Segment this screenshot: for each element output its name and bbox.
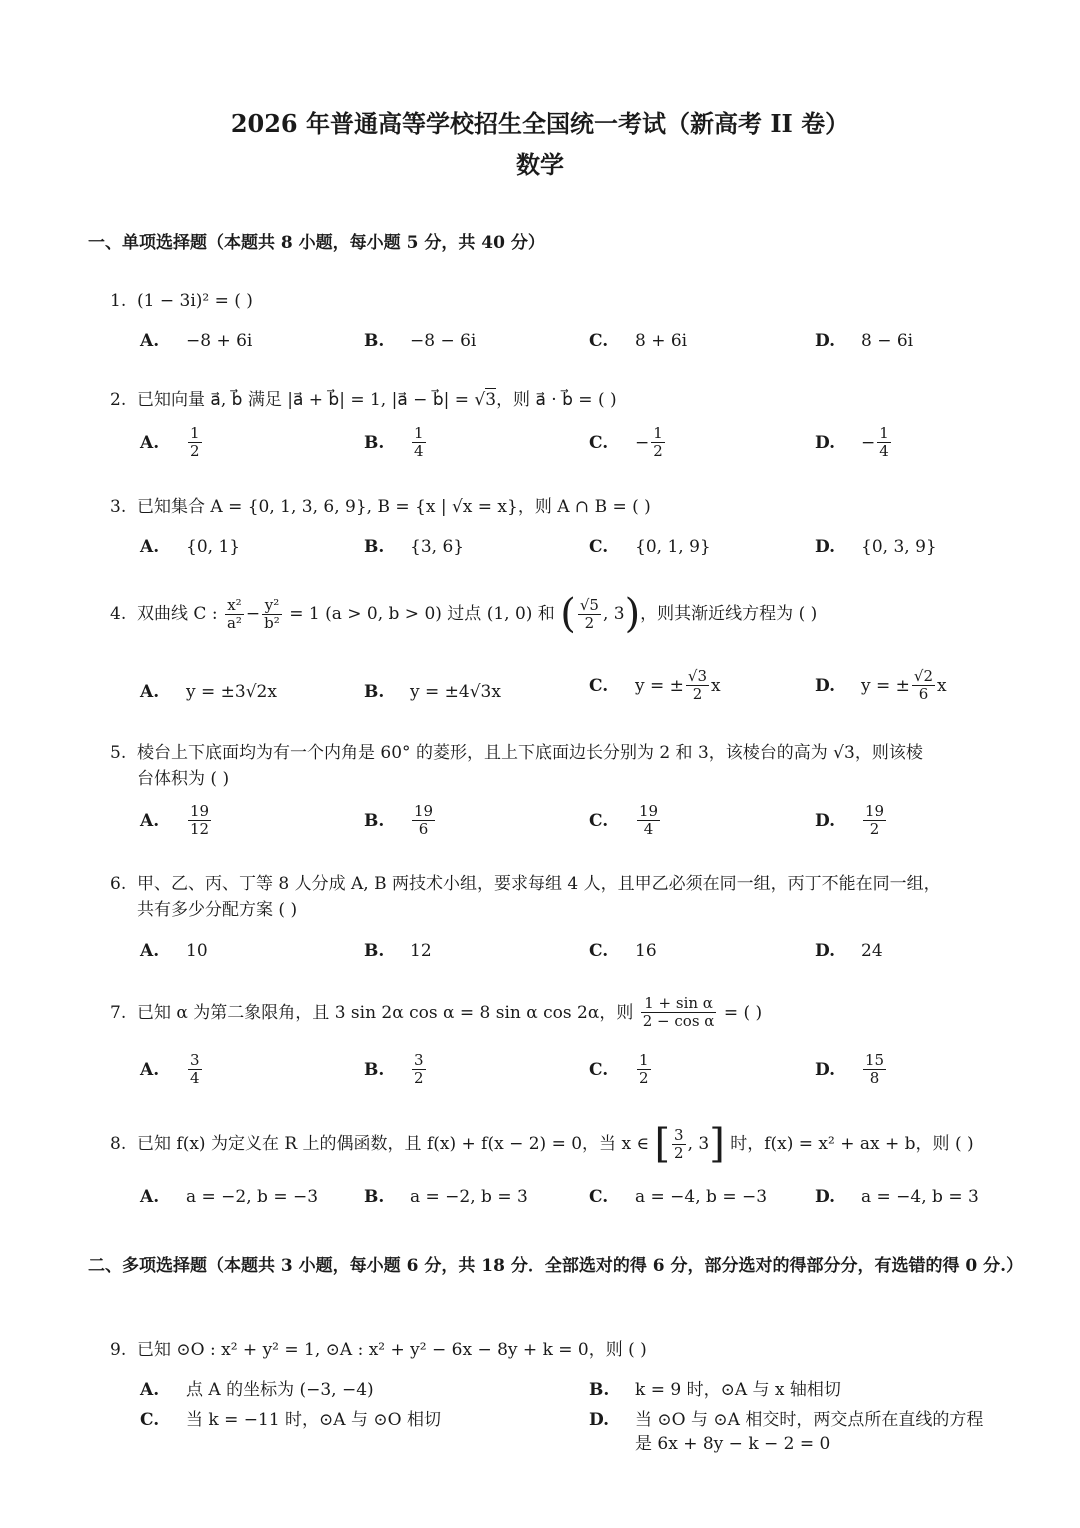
question-2: 2. 已知向量 a⃗, b⃗ 满足 |a⃗ + b⃗| = 1, |a⃗ − b⃗| = √3，则 a⃗ · b⃗ = ( ): [110, 387, 1025, 413]
option-label: B.: [589, 1380, 610, 1400]
numerator: 1: [879, 424, 889, 442]
subject-title: 数学: [516, 150, 564, 179]
numerator: √5: [579, 595, 599, 614]
option-label: A.: [140, 1187, 160, 1207]
question-stem: 已知集合 A = {0, 1, 3, 6, 9}, B = {x | √x = x}，则 A ∩ B = ( ): [137, 497, 651, 517]
question-number: 5.: [110, 743, 127, 763]
option-label: D.: [815, 941, 836, 961]
question-5: [110, 740, 1025, 792]
option-label: C.: [589, 810, 609, 831]
fraction: [637, 803, 660, 838]
sign: −: [861, 432, 876, 453]
option-label: C.: [140, 1410, 160, 1430]
denominator: 2: [653, 442, 663, 460]
option-text: a = −4, b = −3: [635, 1187, 768, 1207]
numerator: 1: [414, 424, 424, 442]
fraction: [188, 1052, 202, 1087]
option-a[interactable]: [140, 680, 277, 704]
option-text: 10: [186, 941, 208, 961]
fraction: [651, 425, 665, 460]
fraction: [412, 803, 435, 838]
option-label: B.: [364, 1187, 385, 1207]
option-label: A.: [140, 432, 160, 453]
right-paren: ): [624, 591, 641, 637]
fraction: [877, 425, 891, 460]
option-text: y = ±: [861, 675, 910, 696]
question-stem-tail: ，则其渐近线方程为 ( ): [640, 604, 818, 624]
option-label: D.: [815, 675, 836, 696]
option-text-tail: x: [711, 675, 721, 696]
denominator: 2 − cos α: [642, 1012, 715, 1030]
numerator: √3: [687, 667, 708, 685]
numerator: 1 + sin α: [641, 995, 717, 1013]
option-c[interactable]: [589, 1185, 767, 1209]
option-text: {0, 1}: [186, 537, 241, 557]
question-stem: 已知 f(x) 为定义在 R 上的偶函数，且 f(x) + f(x − 2) = 0，当 x ∈: [137, 1134, 650, 1154]
option-text: 点 A 的坐标为 (−3, −4): [186, 1380, 374, 1400]
right-bracket: ]: [709, 1121, 725, 1167]
question-8: [110, 1121, 1025, 1167]
point-tail: , 3: [602, 604, 625, 624]
denominator: 8: [869, 1069, 880, 1087]
option-label: C.: [589, 537, 609, 557]
option-label: A.: [140, 810, 160, 831]
option-a[interactable]: [140, 1378, 374, 1402]
option-label: A.: [140, 1059, 160, 1080]
question-number: 9.: [110, 1340, 127, 1360]
option-text: 12: [410, 941, 432, 961]
question-number: 3.: [110, 497, 127, 517]
option-label: B.: [364, 810, 385, 831]
option-a[interactable]: [140, 803, 213, 838]
option-d[interactable]: [815, 425, 893, 460]
option-b[interactable]: [364, 680, 501, 704]
denominator: 4: [190, 1069, 200, 1087]
option-c[interactable]: [589, 535, 711, 559]
question-stem-line2: 台体积为 ( ): [137, 769, 230, 789]
option-text: 当 ⊙O 与 ⊙A 相交时，两交点所在直线的方程: [635, 1410, 984, 1430]
fraction: [637, 1052, 651, 1087]
option-label: C.: [589, 432, 609, 453]
question-stem-line2: 共有多少分配方案 ( ): [137, 900, 298, 920]
denominator: 4: [879, 442, 889, 460]
sqrt-radicand: 3: [485, 390, 497, 410]
numerator: 19: [190, 802, 210, 820]
denominator: 12: [190, 820, 210, 838]
option-b[interactable]: [364, 329, 476, 353]
option-text: 24: [861, 941, 883, 961]
option-a[interactable]: [140, 329, 252, 353]
fraction: [641, 995, 717, 1030]
question-stem: 已知向量 a⃗, b⃗ 满足 |a⃗ + b⃗| = 1, |a⃗ − b⃗| =: [137, 390, 475, 410]
option-label: A.: [140, 682, 160, 702]
option-c[interactable]: [589, 803, 662, 838]
sign: −: [635, 432, 650, 453]
option-label: B.: [364, 537, 385, 557]
fraction: [578, 597, 601, 632]
option-c[interactable]: [589, 425, 667, 460]
question-6: [110, 871, 1025, 923]
denominator: 2: [674, 1143, 684, 1162]
option-text: −8 − 6i: [410, 331, 477, 351]
question-number: 7.: [110, 1002, 127, 1023]
numerator: 19: [865, 802, 885, 820]
option-label: D.: [815, 810, 836, 831]
question-number: 8.: [110, 1134, 127, 1154]
option-c[interactable]: [589, 668, 721, 703]
option-b[interactable]: [364, 939, 432, 963]
option-label: A.: [140, 1380, 160, 1400]
fraction: [863, 803, 886, 838]
question-number: 1.: [110, 291, 127, 311]
option-b[interactable]: [364, 535, 464, 559]
section-1-heading: 一、单项选择题（本题共 8 小题，每小题 5 分，共 40 分）: [88, 233, 545, 253]
numerator: √2: [913, 667, 934, 685]
option-label: D.: [815, 1187, 836, 1207]
option-b[interactable]: [589, 1378, 841, 1402]
option-d[interactable]: [815, 803, 888, 838]
question-stem-middle: = 1 (a > 0, b > 0) 过点 (1, 0) 和: [289, 604, 555, 624]
fraction: [188, 803, 211, 838]
option-label: C.: [589, 1059, 609, 1080]
option-d[interactable]: [815, 1052, 888, 1087]
option-a[interactable]: [140, 535, 240, 559]
question-stem: 甲、乙、丙、丁等 8 人分成 A, B 两技术小组，要求每组 4 人，且甲乙必须在同一组，丙丁不能在同一组，: [137, 874, 941, 894]
denominator: a²: [226, 613, 242, 632]
option-label: D.: [815, 432, 836, 453]
option-d[interactable]: [815, 668, 947, 703]
fraction: [225, 597, 244, 632]
option-d[interactable]: [589, 1408, 1029, 1456]
minus-sign: −: [245, 604, 261, 624]
option-a[interactable]: [140, 425, 204, 460]
option-text: a = −4, b = 3: [861, 1187, 979, 1207]
option-text-line2: 是 6x + 8y − k − 2 = 0: [635, 1434, 831, 1454]
option-text: a = −2, b = 3: [410, 1187, 528, 1207]
option-label: A.: [140, 537, 160, 557]
denominator: 2: [692, 685, 703, 703]
numerator: 1: [639, 1051, 649, 1069]
denominator: 6: [418, 820, 429, 838]
numerator: 1: [190, 424, 200, 442]
option-text: a = −2, b = −3: [186, 1187, 319, 1207]
fraction: [863, 1052, 886, 1087]
question-stem: 棱台上下底面均为有一个内角是 60° 的菱形，且上下底面边长分别为 2 和 3，该棱台的高为 √3，则该棱: [137, 743, 923, 763]
question-3: [110, 494, 1025, 520]
option-label: B.: [364, 941, 385, 961]
option-text: y = ±: [635, 675, 684, 696]
option-d[interactable]: [815, 535, 937, 559]
numerator: 15: [865, 1051, 885, 1069]
numerator: x²: [225, 597, 244, 615]
option-label: C.: [589, 331, 609, 351]
option-b[interactable]: [364, 1185, 528, 1209]
option-text: y = ±4√3x: [410, 682, 501, 702]
fraction: [912, 668, 935, 703]
numerator: 19: [414, 802, 434, 820]
question-1: [110, 288, 1025, 314]
numerator: y²: [262, 597, 282, 615]
option-text: 16: [635, 941, 657, 961]
option-b[interactable]: [364, 1052, 428, 1087]
option-c[interactable]: [589, 1052, 653, 1087]
option-label: B.: [364, 432, 385, 453]
fraction: [262, 597, 282, 632]
numerator: 3: [190, 1051, 200, 1069]
question-stem: (1 − 3i)² = ( ): [137, 291, 253, 311]
option-d[interactable]: [815, 329, 913, 353]
option-text-tail: x: [937, 675, 947, 696]
denominator: b²: [264, 613, 280, 632]
left-bracket: [: [654, 1121, 671, 1167]
denominator: 2: [869, 820, 880, 838]
option-c[interactable]: [140, 1408, 441, 1432]
interval-tail: , 3: [687, 1134, 710, 1154]
question-stem-tail: ，则 a⃗ · b⃗ = ( ): [496, 390, 617, 410]
question-stem-tail: = ( ): [723, 1002, 763, 1023]
option-label: D.: [815, 537, 836, 557]
option-text: k = 9 时，⊙A 与 x 轴相切: [635, 1380, 841, 1400]
fraction: [412, 425, 426, 460]
exam-title: 2026 年普通高等学校招生全国统一考试（新高考 II 卷）: [230, 109, 850, 138]
option-label: D.: [815, 331, 836, 351]
option-a[interactable]: [140, 1052, 204, 1087]
question-stem: 双曲线 C :: [137, 604, 218, 624]
denominator: 2: [584, 613, 595, 632]
option-text: y = ±3√2x: [186, 682, 277, 702]
option-label: D.: [815, 1059, 836, 1080]
option-c[interactable]: [589, 939, 657, 963]
option-label: C.: [589, 675, 609, 696]
option-text: {0, 1, 9}: [635, 537, 711, 557]
question-7: [110, 995, 1025, 1030]
option-a[interactable]: [140, 1185, 318, 1209]
question-stem: 已知 ⊙O : x² + y² = 1, ⊙A : x² + y² − 6x − 8y + k = 0，则 ( ): [137, 1340, 647, 1360]
numerator: 3: [414, 1051, 424, 1069]
question-number: 4.: [110, 604, 127, 624]
denominator: 2: [190, 442, 200, 460]
numerator: 1: [653, 424, 663, 442]
option-label: B.: [364, 682, 385, 702]
option-label: B.: [364, 1059, 385, 1080]
numerator: 19: [639, 802, 659, 820]
denominator: 4: [414, 442, 424, 460]
option-text: 8 + 6i: [635, 331, 688, 351]
option-d[interactable]: [815, 939, 883, 963]
option-text: 8 − 6i: [861, 331, 914, 351]
denominator: 2: [414, 1069, 424, 1087]
option-text: 当 k = −11 时，⊙A 与 ⊙O 相切: [186, 1410, 441, 1430]
fraction: [672, 1127, 686, 1162]
denominator: 2: [639, 1069, 649, 1087]
option-label: C.: [589, 1187, 609, 1207]
denominator: 6: [918, 685, 929, 703]
fraction: [686, 668, 709, 703]
denominator: 4: [643, 820, 654, 838]
option-text: {3, 6}: [410, 537, 465, 557]
option-label: A.: [140, 331, 160, 351]
option-text: −8 + 6i: [186, 331, 253, 351]
section-2-heading: 二、多项选择题（本题共 3 小题，每小题 6 分，共 18 分．全部选对的得 6 分，部分选对的得部分分，有选错的得 0 分.）: [88, 1256, 1024, 1276]
question-number: 2.: [110, 390, 127, 410]
question-stem-tail: 时，f(x) = x² + ax + b，则 ( ): [730, 1134, 974, 1154]
question-number: 6.: [110, 874, 127, 894]
fraction: [412, 1052, 426, 1087]
option-b[interactable]: [364, 803, 437, 838]
option-label: C.: [589, 941, 609, 961]
option-text: {0, 3, 9}: [861, 537, 937, 557]
option-d[interactable]: [815, 1185, 979, 1209]
option-c[interactable]: [589, 329, 687, 353]
numerator: 3: [674, 1125, 684, 1144]
option-a[interactable]: [140, 939, 208, 963]
option-label: B.: [364, 331, 385, 351]
question-9: [110, 1337, 1025, 1363]
question-4: [110, 591, 1025, 637]
option-label: A.: [140, 941, 160, 961]
option-b[interactable]: [364, 425, 428, 460]
option-label: D.: [589, 1410, 610, 1430]
left-paren: (: [560, 591, 576, 637]
fraction: [188, 425, 202, 460]
question-stem: 已知 α 为第二象限角，且 3 sin 2α cos α = 8 sin α cos 2α，则: [137, 1002, 634, 1023]
